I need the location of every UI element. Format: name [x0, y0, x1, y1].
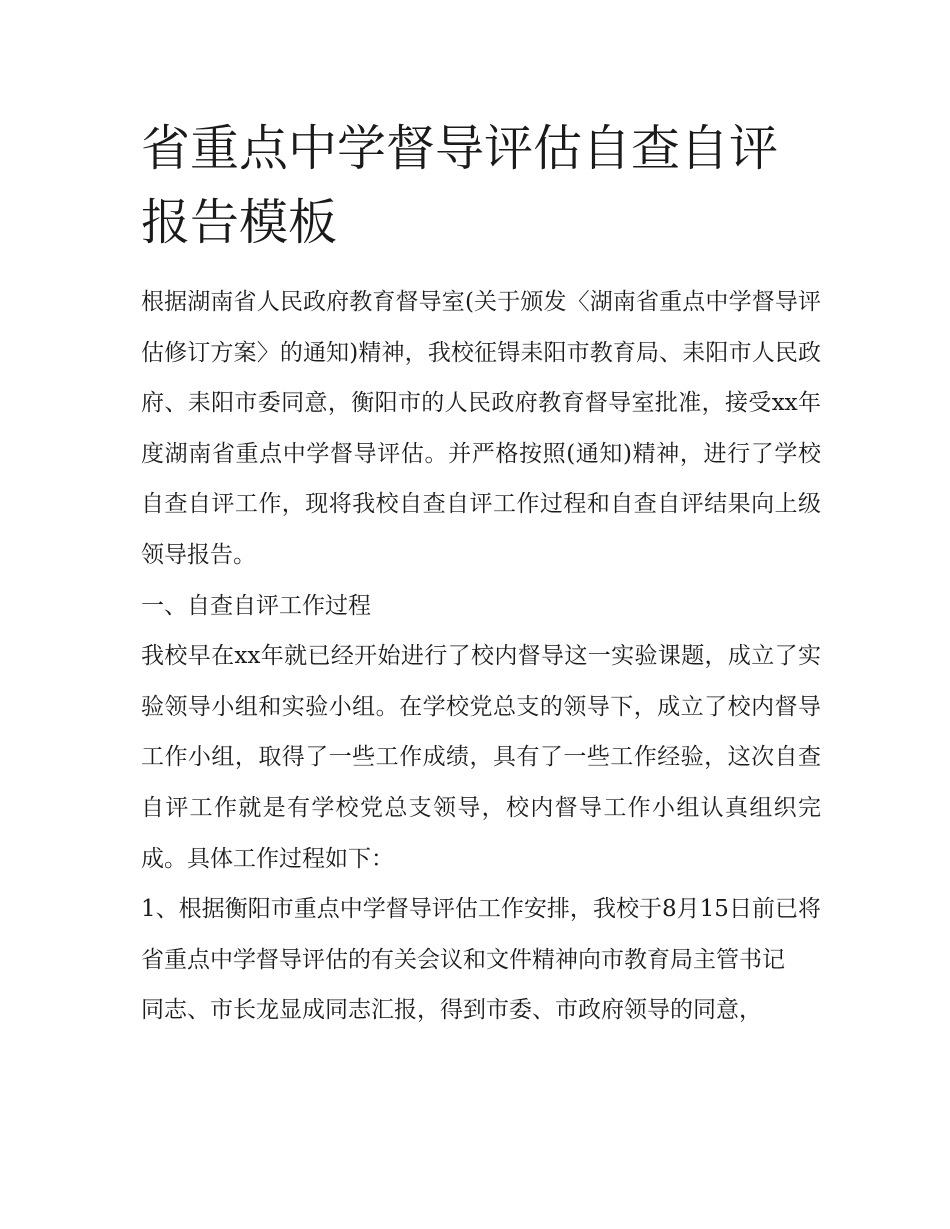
paragraph-continuation: 同志、市长龙显成同志汇报，得到市委、市政府领导的同意， — [141, 997, 762, 1024]
section-heading-1: 一、自查自评工作过程 — [141, 592, 371, 619]
paragraph-process: 我校早在xx年就已经开始进行了校内督导这一实验课题，成立了实验领导小组和实验小组。在学校党总支的领导下，成立了校内督导工作小组，取得了一些工作成绩，具有了一些工作经验，这次自查自评工作就是有学校党总支领导，校内督导工作小组认真组织完成。具体工作过程如下： — [141, 643, 821, 872]
paragraph-item-1: 1、根据衡阳市重点中学督导评估工作安排，我校于8月15日前已将省重点中学督导评估的有关会议和文件精神向市教育局主管书记 — [141, 896, 821, 973]
paragraph-intro: 根据湖南省人民政府教育督导室(关于颁发〈湖南省重点中学督导评估修订方案〉的通知)精神，我校征锝耒阳市教育局、耒阳市人民政府、耒阳市委同意，衡阳市的人民政府教育督导室批准，接受xx年度湖南省重点中学督导评估。并严格按照(通知)精神，进行了学校自查自评工作，现将我校自查自评工作过程和自查自评结果向上级领导报告。 — [141, 289, 821, 568]
document-body — [141, 277, 821, 1036]
document-title: 省重点中学督导评估自查自评报告模板 — [141, 120, 779, 251]
